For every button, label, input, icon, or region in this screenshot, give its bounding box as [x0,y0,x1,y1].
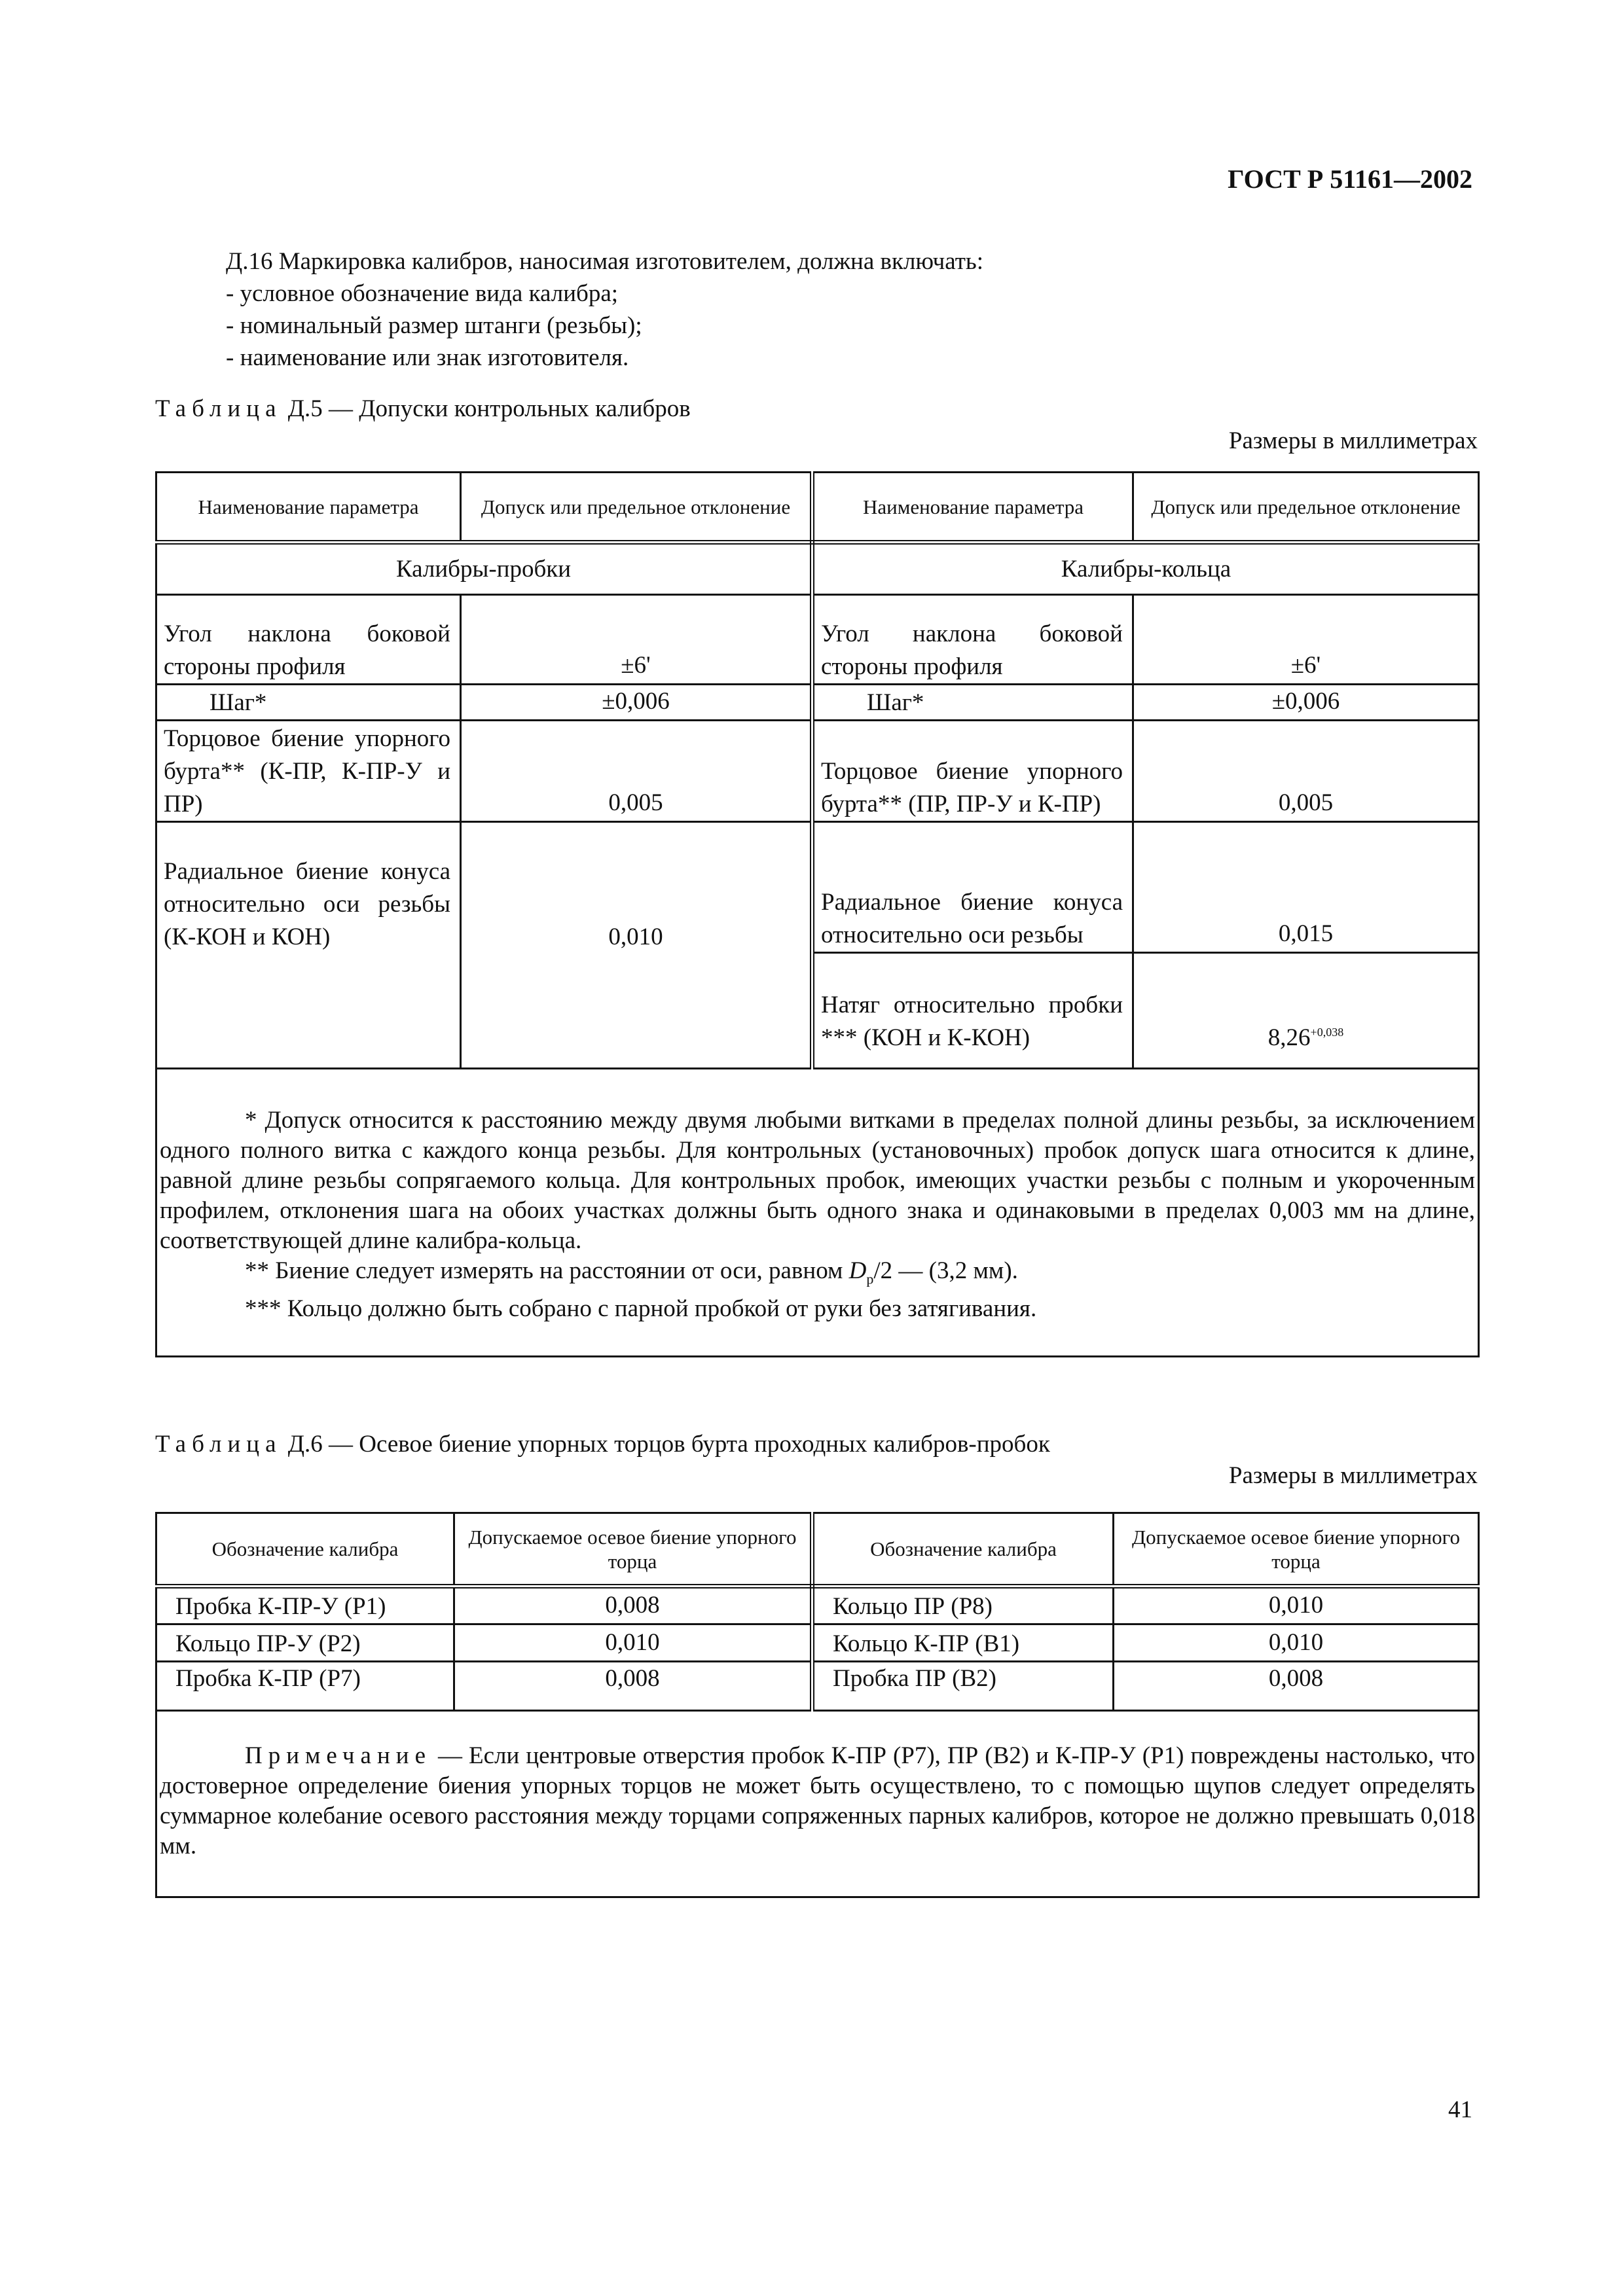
table6-header-cell: Допускаемое осевое биение упорного торца [454,1513,812,1587]
page-number: 41 [1448,2096,1472,2123]
table5-param-name-text: Радиальное биение конуса относительно оси резьбы (К-КОН и КОН) [164,858,450,950]
table6-gauge-name: Кольцо ПР-У (Р2) [156,1624,454,1662]
table6 [155,1512,1480,1898]
table6-runout-value: 0,008 [454,1587,812,1624]
table6-header-cell: Допускаемое осевое биение упорного торца [1114,1513,1479,1587]
table5-param-value: ±0,006 [461,685,812,721]
table5-param-name: Натяг относительно пробки *** (КОН и К-КОН) [812,953,1133,1069]
table6-gauge-name: Пробка К-ПР-У (Р1) [156,1587,454,1624]
table5-section-plugs: Калибры-пробки [156,543,812,595]
table5-param-value: ±6' [1133,595,1479,685]
table6-caption-label: Таблица [155,1431,282,1458]
table5-param-name: Торцовое биение упорного бурта** (ПР, ПР-У и К-ПР) [812,721,1133,822]
section-d16-item: - наименование или знак изготовителя. [226,344,629,371]
table5-param-name: Шаг* [156,685,461,721]
table6-runout-value: 0,010 [1114,1624,1479,1662]
table5-caption-label: Таблица [155,395,282,422]
table5-footnote-2-tail: /2 — (3,2 мм). [873,1257,1018,1284]
table5-param-value-text: 0,010 [608,924,663,950]
table6-gauge-name: Пробка ПР (В2) [812,1662,1114,1711]
table5-caption [155,395,691,423]
table-row [156,1587,1479,1624]
table5-param-name [156,822,461,1069]
table5-param-value: ±0,006 [1133,685,1479,721]
table5-header-cell: Наименование параметра [156,473,461,543]
table-row [156,595,1479,685]
table6-note [156,1711,1479,1897]
table5-param-name: Торцовое биение упорного бурта** (К-ПР, К-ПР-У и ПР) [156,721,461,822]
section-d16-item: - номинальный размер штанги (резьбы); [226,312,642,339]
table6-runout-value: 0,008 [1114,1662,1479,1711]
table6-note-body: — Если центровые отверстия пробок К-ПР (Р7), ПР (В2) и К-ПР-У (Р1) повреждены настолько, что достоверное определение биения упорных торцов не может быть осуществлено, то с помощью щупов следует определять суммарное колебание осевого расстояния между торцами сопряженных парных калибров, которое не должно превышать 0,018 мм. [160,1742,1475,1859]
table5-header-cell: Допуск или предельное отклонение [1133,473,1479,543]
table5-footnotes-text [160,1105,1475,1324]
table5-header-cell: Допуск или предельное отклонение [461,473,812,543]
table5-footnote-2-sub: p [866,1270,874,1287]
table5-cell-inner [164,823,450,954]
table5-footnote-2 [160,1256,1475,1294]
section-d16 [226,245,1470,374]
table5-caption-text: Д.5 — Допуски контрольных калибров [287,395,691,422]
table6-units: Размеры в миллиметрах [1228,1462,1478,1489]
table6-header-row [156,1513,1479,1587]
table5-footnote-2-var: D [848,1257,867,1284]
table5 [155,471,1480,1357]
table6-header-cell: Обозначение калибра [156,1513,454,1587]
section-d16-item: - условное обозначение вида калибра; [226,280,619,307]
table5-param-name: Угол наклона боковой стороны профиля [812,595,1133,685]
table-row [156,685,1479,721]
table5-param-name: Угол наклона боковой стороны профиля [156,595,461,685]
table5-header-cell: Наименование параметра [812,473,1133,543]
table-row [156,822,1479,953]
table5-units: Размеры в миллиметрах [1228,427,1478,454]
document-header: ГОСТ Р 51161—2002 [1228,164,1472,194]
table5-preload-tolerance: +0,038 [1310,1026,1344,1039]
table5-header-row [156,473,1479,543]
table5-param-value: ±6' [461,595,812,685]
table6-caption-text: Д.6 — Осевое биение упорных торцов бурта проходных калибров-пробок [287,1431,1050,1458]
table6-gauge-name: Пробка К-ПР (Р7) [156,1662,454,1711]
table6-gauge-name: Кольцо ПР (Р8) [812,1587,1114,1624]
table6-note-paragraph [160,1741,1475,1861]
table6-runout-value: 0,010 [454,1624,812,1662]
table5-footnotes [156,1069,1479,1357]
table5-param-value [1133,953,1479,1069]
table6-gauge-name: Кольцо К-ПР (В1) [812,1624,1114,1662]
table6-note-label: Примечание [245,1742,431,1769]
table6-header-cell: Обозначение калибра [812,1513,1114,1587]
table-row [156,1624,1479,1662]
table5-param-value: 0,015 [1133,822,1479,953]
table5-footnote-3: *** Кольцо должно быть собрано с парной пробкой от руки без затягивания. [245,1295,1037,1323]
table5-param-name: Радиальное биение конуса относительно оси резьбы [812,822,1133,953]
table5-preload-value: 8,26 [1267,1024,1311,1051]
table5-param-name: Шаг* [812,685,1133,721]
table5-footnotes-row [156,1069,1479,1357]
table6-runout-value: 0,010 [1114,1587,1479,1624]
table5-param-value: 0,005 [461,721,812,822]
table5-cell-inner [462,823,810,954]
table6-caption [155,1430,1050,1458]
table5-footnote-1: * Допуск относится к расстоянию между двумя любыми витками в пределах полной длины резьбы, за исключением одного полного витка с каждого конца резьбы. Для контрольных (установочных) пробок допуск шага относится к длине, равной длине резьбы сопрягаемого кольца. Для контрольных пробок, имеющих участки резьбы с полным и укороченным профилем, отклонения шага на обоих участках должны быть одного знака и одинаковыми в пределах 0,003 мм на длине, соответствующей длине калибра-кольца. [160,1107,1475,1254]
table5-param-value [461,822,812,1069]
table5-footnote-2-text: ** Биение следует измерять на расстоянии от оси, равном [245,1257,849,1284]
table-row [156,721,1479,822]
table-row [156,1662,1479,1711]
table6-note-text [160,1741,1475,1861]
table5-section-rings: Калибры-кольца [812,543,1479,595]
table6-note-row [156,1711,1479,1897]
table6-runout-value: 0,008 [454,1662,812,1711]
table5-param-value: 0,005 [1133,721,1479,822]
section-d16-intro: Д.16 Маркировка калибров, наносимая изготовителем, должна включать: [226,248,984,275]
table5-section-row [156,543,1479,595]
